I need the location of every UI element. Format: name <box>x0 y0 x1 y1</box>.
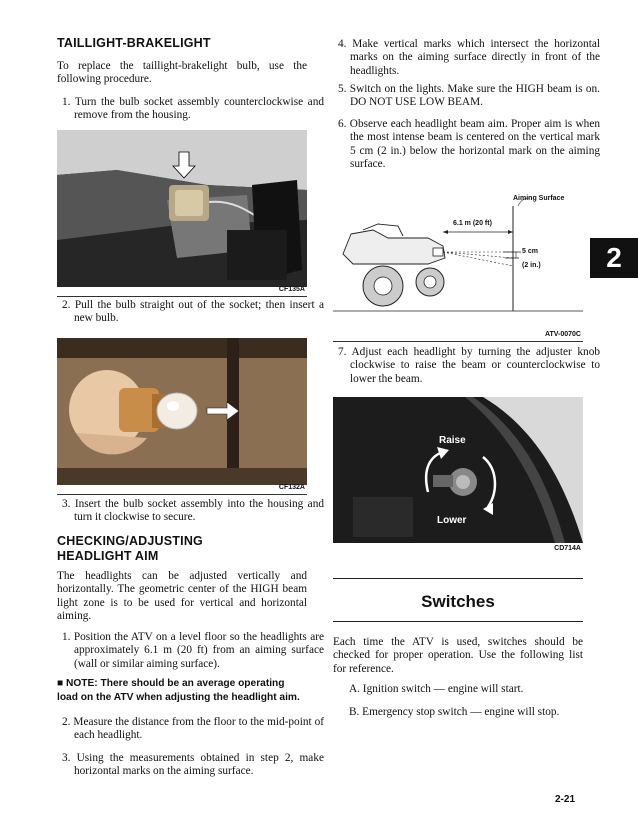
distance-label: 6.1 m (20 ft) <box>453 220 492 227</box>
switches-intro: Each time the ATV is used, switches should be checked for proper operation. Use the following list for reference. <box>333 636 583 675</box>
bulb-removal-photo <box>57 338 307 485</box>
taillight-socket-illustration <box>57 130 307 287</box>
aiming-diagram <box>333 186 583 331</box>
taillight-step-2: 2. Pull the bulb straight out of the socket; then insert a new bulb. <box>62 299 324 325</box>
headlight-adjuster-photo <box>333 397 583 543</box>
aim-step-6: 6. Observe each headlight beam aim. Proper aim is when the most intense beam is centered on the vertical mark 5 cm (2 in.) below the horizontal mark on the aiming surface. <box>338 118 600 171</box>
taillight-heading: TAILLIGHT-BRAKELIGHT <box>57 36 211 50</box>
switch-item-ignition: A. Ignition switch — engine will start. <box>349 683 524 695</box>
chapter-tab: 2 <box>590 238 638 278</box>
heading-underline <box>333 621 583 622</box>
page-number: 2-21 <box>555 794 576 805</box>
taillight-step-1: 1. Turn the bulb socket assembly counterclockwise and remove from the housing. <box>62 96 324 122</box>
note-text: ■ NOTE: There should be an average operating load on the ATV when adjusting the headlight aim. <box>57 678 300 703</box>
bulb-illustration <box>57 338 307 485</box>
section-divider <box>333 578 583 579</box>
aim-heading-line1: CHECKING/ADJUSTING <box>57 534 203 548</box>
taillight-intro: To replace the taillight-brakelight bulb, use the following procedure. <box>57 60 307 86</box>
atv-aim-illustration <box>333 186 583 331</box>
figure-caption-atv-0070c: ATV-0070C <box>544 331 581 338</box>
raise-label: Raise <box>439 435 466 446</box>
figure-caption-cf135a: CF135A <box>278 286 305 293</box>
figure-caption-cd714a: CD714A <box>554 545 581 552</box>
switch-item-emergency-stop: B. Emergency stop switch — engine will stop. <box>349 706 560 718</box>
aim-step-3: 3. Using the measurements obtained in step 2, make horizontal marks on the aiming surface. <box>62 752 324 778</box>
aim-heading <box>57 534 203 564</box>
figure-caption-cf132a: CF132A <box>278 484 305 491</box>
aim-step-5: 5. Switch on the lights. Make sure the HIGH beam is on. DO NOT USE LOW BEAM. <box>338 83 600 109</box>
aim-step-2: 2. Measure the distance from the floor to the mid-point of each headlight. <box>62 716 324 742</box>
aim-step-7: 7. Adjust each headlight by turning the adjuster knob clockwise to raise the beam or counterclockwise to lower the beam. <box>338 346 600 385</box>
taillight-socket-photo <box>57 130 307 287</box>
aim-step-4: 4. Make vertical marks which intersect the horizontal marks on the aiming surface directly in front of the headlights. <box>338 38 600 77</box>
inch-label: (2 in.) <box>522 262 541 269</box>
lower-label: Lower <box>437 515 467 526</box>
switches-heading: Switches <box>421 592 495 611</box>
aim-step-1: 1. Position the ATV on a level floor so the headlights are approximately 6.1 m (20 ft) from an aiming surface (wall or similar aiming surface). <box>62 631 324 670</box>
taillight-step-3: 3. Insert the bulb socket assembly into the housing and turn it clockwise to secure. <box>62 498 324 524</box>
aiming-surface-label: Aiming Surface <box>513 195 565 202</box>
aim-intro: The headlights can be adjusted vertically and horizontally. The geometric center of the HIGH beam light zone is to be used for vertical and horizontal aiming. <box>57 570 307 623</box>
aim-heading-line2: HEADLIGHT AIM <box>57 549 159 563</box>
cm-label: 5 cm <box>522 248 538 255</box>
